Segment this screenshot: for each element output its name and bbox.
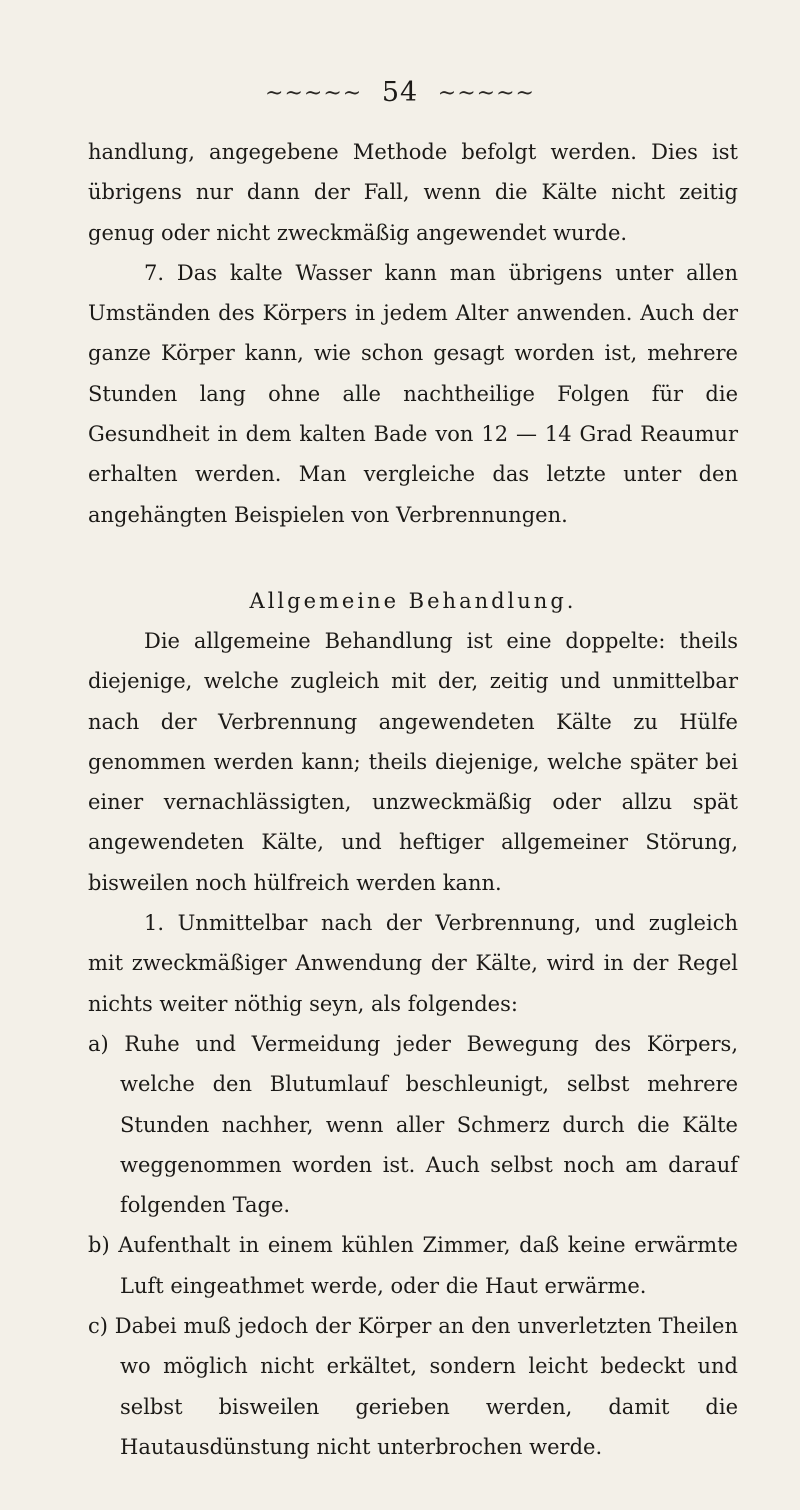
- paragraph-7: 7. Das kalte Wasser kann man übrigens unter allen Umständen des Körpers in jedem Alter anwenden. Auch der ganze Körper kann, wie schon gesagt worden ist, mehrere Stunden lang ohne alle nachtheilige Folgen für die Gesundheit in dem kalten Bade von 12 — 14 Grad Reaumur erhalten werden. Man vergleiche das letzte unter den angehängten Beispielen von Verbrennungen.: [88, 260, 738, 527]
- page-number: 54: [381, 77, 419, 108]
- list-item-a: a) Ruhe und Vermeidung jeder Bewegung des Körpers, welche den Blutumlauf beschleunigt, selbst mehrere Stunden nachher, wenn aller Schmerz durch die Kälte weggenommen worden ist. Auch selbst noch am darauf folgenden Tage.: [88, 1031, 738, 1218]
- page-header: [0, 78, 800, 109]
- list-item-b: b) Aufenthalt in einem kühlen Zimmer, daß keine erwärmte Luft eingeathmet werde, oder die Haut erwärme.: [88, 1233, 738, 1298]
- section-heading: Allgemeine Behandlung.: [249, 588, 577, 613]
- list-item-c: c) Dabei muß jedoch der Körper an den unverletzten Theilen wo möglich nicht erkältet, sondern leicht bedeckt und selbst bisweilen gerieben werden, damit die Hautausdünstung nicht unterbrochen werde.: [88, 1314, 738, 1459]
- paragraph-intro: handlung, angegebene Methode befolgt werden. Dies ist übrigens nur dann der Fall, wenn die Kälte nicht zeitig genug oder nicht zweckmäßig angewendet wurde.: [88, 140, 738, 245]
- paragraph-general: Die allgemeine Behandlung ist eine doppelte: theils diejenige, welche zugleich mit der, zeitig und unmittelbar nach der Verbrennung angewendeten Kälte zu Hülfe genommen werden kann; theils diejenige, welche später bei einer vernachlässigten, unzweckmäßig oder allzu spät angewendeten Kälte, und heftiger allgemeiner Störung, bisweilen noch hülfreich werden kann.: [88, 628, 738, 895]
- right-ornament: ~~~~~: [437, 80, 535, 106]
- page-body: [88, 132, 738, 1467]
- section-gap: [88, 535, 738, 581]
- left-ornament: ~~~~~: [265, 80, 363, 106]
- paragraph-1: 1. Unmittelbar nach der Verbrennung, und zugleich mit zweckmäßiger Anwendung der Kälte, wird in der Regel nichts weiter nöthig seyn, als folgendes:: [88, 911, 738, 1016]
